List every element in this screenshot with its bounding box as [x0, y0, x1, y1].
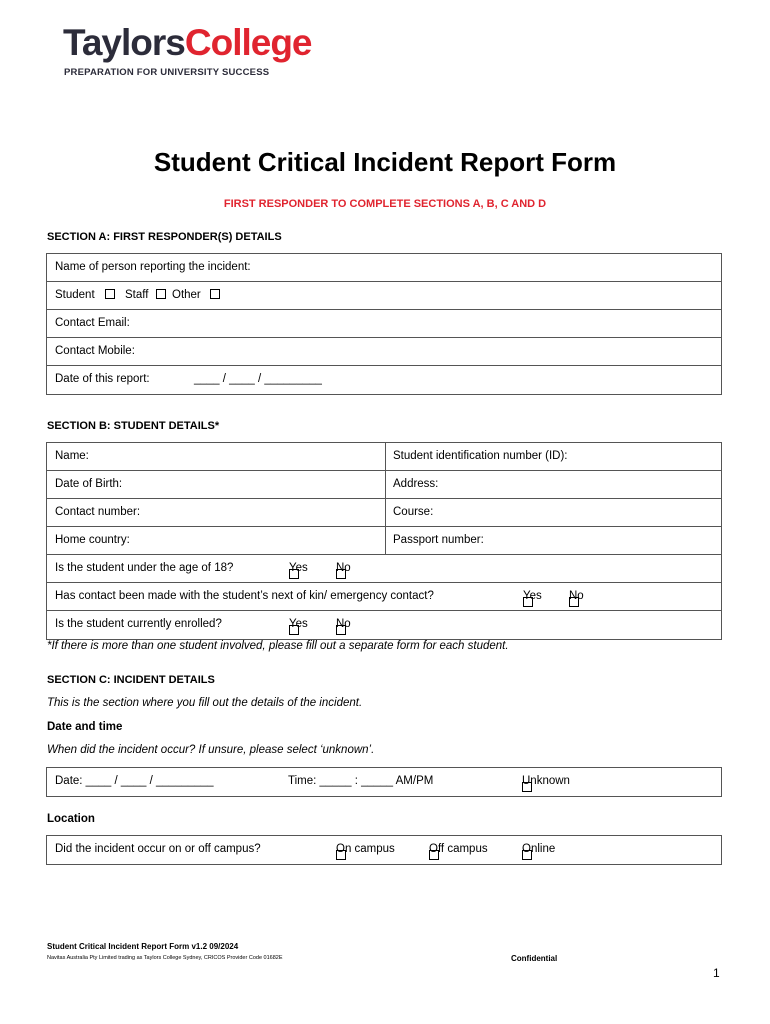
off-campus-option[interactable]: [429, 843, 488, 855]
next-of-kin-yes-option[interactable]: [523, 590, 542, 602]
date-time-instruction: When did the incident occur? If unsure, please select ‘unknown’.: [47, 744, 375, 756]
reporter-name-label: Name of person reporting the incident:: [55, 261, 251, 273]
incident-date-field[interactable]: Date: ____ / ____ / _________: [55, 775, 214, 787]
section-a-heading: SECTION A: FIRST RESPONDER(S) DETAILS: [47, 231, 282, 243]
role-staff-checkbox[interactable]: [156, 289, 170, 301]
country-passport-row: [47, 527, 721, 555]
contact-course-row: [47, 499, 721, 527]
student-name-label[interactable]: Name:: [55, 450, 89, 462]
under-18-yes-option[interactable]: [289, 562, 308, 574]
checkbox-icon: [522, 782, 532, 792]
yes-label: Yes: [289, 562, 308, 574]
checkbox-icon: [429, 850, 439, 860]
form-title: Student Critical Incident Report Form: [153, 147, 617, 177]
no-label: No: [336, 618, 351, 630]
under-18-row: [47, 555, 721, 583]
incident-location-row: [47, 836, 721, 864]
next-of-kin-question: Has contact been made with the student’s next of kin/ emergency contact?: [55, 590, 434, 602]
role-student-checkbox[interactable]: [105, 289, 119, 301]
checkbox-icon: [523, 597, 533, 607]
contact-mobile-label: Contact Mobile:: [55, 345, 135, 357]
enrolled-row: [47, 611, 721, 639]
incident-datetime-row: [47, 768, 721, 796]
yes-label: Yes: [289, 618, 308, 630]
contact-number-label[interactable]: Contact number:: [55, 506, 141, 518]
section-b-table: [46, 442, 722, 640]
contact-email-label: Contact Email:: [55, 317, 130, 329]
contact-email-row[interactable]: [47, 310, 721, 338]
location-question: Did the incident occur on or off campus?: [55, 843, 261, 855]
contact-mobile-row[interactable]: [47, 338, 721, 366]
course-label[interactable]: Course:: [393, 506, 434, 518]
checkbox-icon: [336, 850, 346, 860]
enrolled-no-option[interactable]: [336, 618, 351, 630]
under-18-question: Is the student under the age of 18?: [55, 562, 234, 574]
footer-confidential: Confidential: [511, 954, 558, 963]
checkbox-icon: [289, 569, 299, 579]
footer-form-version: Student Critical Incident Report Form v1.2 09/2024: [47, 942, 239, 951]
enrolled-yes-option[interactable]: [289, 618, 308, 630]
home-country-label[interactable]: Home country:: [55, 534, 130, 546]
column-divider: [385, 527, 386, 554]
section-b-heading: SECTION B: STUDENT DETAILS*: [47, 420, 220, 432]
logo-text-taylors: Taylors: [63, 22, 185, 63]
date-time-heading: Date and time: [47, 721, 123, 733]
checkbox-icon: [105, 289, 115, 299]
student-name-row: [47, 443, 721, 471]
checkbox-icon: [336, 569, 346, 579]
multiple-students-footnote: *If there is more than one student involved, please fill out a separate form for each student.: [47, 640, 509, 652]
report-date-label: Date of this report:: [55, 373, 150, 385]
footer-provider: Navitas Australia Pty Limited trading as Taylors College Sydney, CRICOS Provider Code 01682E: [47, 955, 283, 961]
checkbox-icon: [522, 850, 532, 860]
column-divider: [385, 499, 386, 526]
unknown-option[interactable]: [522, 775, 570, 787]
off-campus-label: Off campus: [429, 843, 488, 855]
taylors-college-logo: [63, 22, 312, 64]
online-label: Online: [522, 843, 556, 855]
no-label: No: [336, 562, 351, 574]
checkbox-icon: [156, 289, 166, 299]
section-c-heading: SECTION C: INCIDENT DETAILS: [47, 674, 215, 686]
reporter-name-row[interactable]: [47, 254, 721, 282]
no-label: No: [569, 590, 584, 602]
address-label[interactable]: Address:: [393, 478, 439, 490]
checkbox-icon: [336, 625, 346, 635]
dob-address-row: [47, 471, 721, 499]
dob-label[interactable]: Date of Birth:: [55, 478, 123, 490]
checkbox-icon: [210, 289, 220, 299]
online-option[interactable]: [522, 843, 555, 855]
reporter-role-row: [47, 282, 721, 310]
incident-time-field[interactable]: Time: _____ : _____ AM/PM: [288, 775, 434, 787]
next-of-kin-row: [47, 583, 721, 611]
role-other-label: Other: [172, 289, 201, 301]
logo-tagline: PREPARATION FOR UNIVERSITY SUCCESS: [64, 67, 270, 78]
on-campus-option[interactable]: [336, 843, 395, 855]
role-student-label: Student: [55, 289, 95, 301]
role-other-checkbox[interactable]: [210, 289, 224, 301]
section-a-table: [46, 253, 722, 395]
report-date-row[interactable]: [47, 366, 721, 394]
form-subtitle: FIRST RESPONDER TO COMPLETE SECTIONS A, B, C AND D: [223, 198, 547, 210]
location-heading: Location: [47, 813, 95, 825]
page-number: 1: [713, 966, 720, 980]
role-staff-label: Staff: [125, 289, 149, 301]
checkbox-icon: [289, 625, 299, 635]
report-date-blank[interactable]: ____ / ____ / _________: [194, 373, 322, 385]
section-c-intro: This is the section where you fill out the details of the incident.: [47, 697, 363, 709]
incident-location-table: [46, 835, 722, 865]
on-campus-label: On campus: [336, 843, 395, 855]
column-divider: [385, 471, 386, 498]
logo-text-college: College: [184, 22, 312, 63]
yes-label: Yes: [523, 590, 542, 602]
under-18-no-option[interactable]: [336, 562, 351, 574]
enrolled-question: Is the student currently enrolled?: [55, 618, 222, 630]
column-divider: [385, 443, 386, 470]
checkbox-icon: [569, 597, 579, 607]
unknown-label: Unknown: [522, 775, 570, 787]
passport-number-label[interactable]: Passport number:: [393, 534, 484, 546]
incident-datetime-table: [46, 767, 722, 797]
student-id-label[interactable]: Student identification number (ID):: [393, 450, 568, 462]
next-of-kin-no-option[interactable]: [569, 590, 584, 602]
